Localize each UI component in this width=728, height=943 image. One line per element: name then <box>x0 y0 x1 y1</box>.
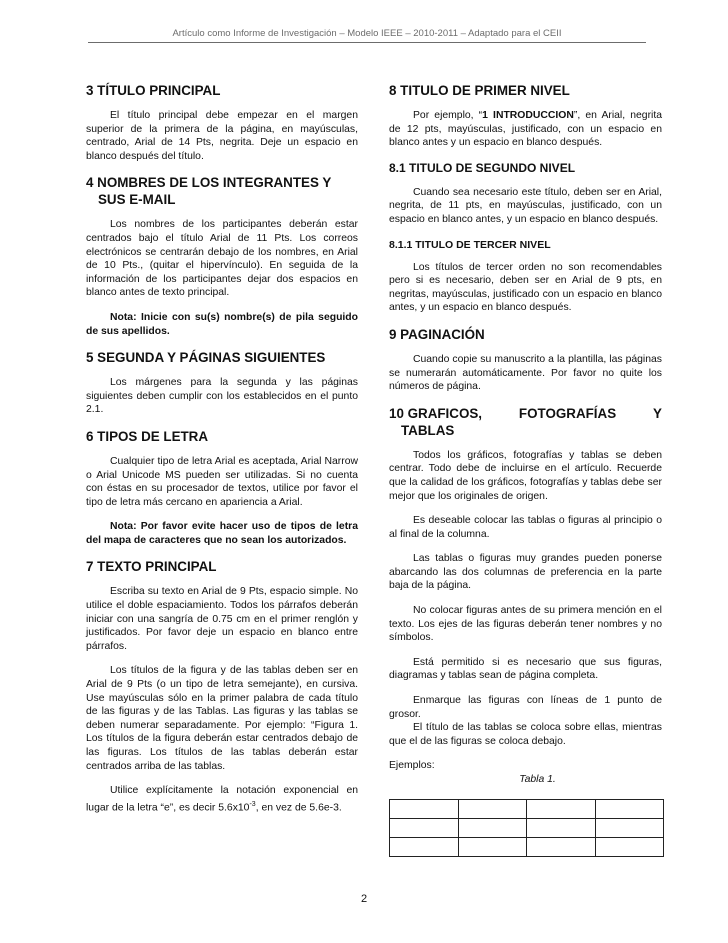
section-6-paragraph: Cualquier tipo de letra Arial es aceptada, Arial Narrow o Arial Unicode MS pueden ser utilizadas. Si no cuenta con éstas en su procesador de textos, utilice por favor el tipo de letra más cercano en apariencia a Arial. <box>86 455 358 508</box>
section-10-title-word-2: FOTOGRAFÍAS <box>518 405 617 421</box>
section-8-paragraph: Por ejemplo, “1 INTRODUCCION”, en Arial, negrita de 12 pts, mayúsculas, justificado, con un espacio en blanco antes y un espacio en blanco después. <box>389 110 663 149</box>
section-10-paragraph-1: Todos los gráficos, fotografías y tablas se deben centrar. Todo debe de incluirse en el artículo. Recuerde que la calidad de los gráficos, fotografías y tablas debe ser mejor que los originales de origen. <box>389 449 662 502</box>
section-9-title: 9 PAGINACIÓN <box>389 326 485 342</box>
section-10-paragraph-7: El título de las tablas se coloca sobre ellas, mientras que el de las figuras se coloca debajo. <box>389 722 662 747</box>
section-10-title-word-3: Y <box>653 405 662 421</box>
example-table <box>389 799 664 857</box>
section-7-paragraph-1: Escriba su texto en Arial de 9 Pts, espacio simple. No utilice el doble espaciamiento. Todos los párrafos deberán iniciar con una sangría de 0.75 cm en el primer renglón y justificados. Por favor deje un espacio en blanco entre párrafos. <box>86 586 358 652</box>
section-5-paragraph: Los márgenes para la segunda y las páginas siguientes deben cumplir con los establecidos en el punto 2.1. <box>86 377 358 416</box>
examples-label: Ejemplos: <box>389 760 435 772</box>
section-8-1-title: 8.1 TITULO DE SEGUNDO NIVEL <box>389 160 576 175</box>
section-10-paragraph-2: Es deseable colocar las tablas o figuras al principio o al final de la columna. <box>389 515 662 540</box>
section-4-note: Nota: Inicie con su(s) nombre(s) de pila seguido de sus apellidos. <box>86 311 358 337</box>
section-6-note: Nota: Por favor evite hacer uso de tipos de letra del mapa de caracteres que no sean los autorizados. <box>86 521 358 546</box>
section-9-paragraph: Cuando copie su manuscrito a la plantilla, las páginas se numerarán automáticamente. Por favor no quite los números de página. <box>389 353 662 393</box>
section-10-title-word-1: 10 GRAFICOS, <box>389 405 483 421</box>
section-7-paragraph-3: Utilice explícitamente la notación exponencial en lugar de la letra “e”, es decir $5.6x10^{-3}$, en vez de 5.6e-3. <box>86 785 358 814</box>
table-row <box>390 837 664 856</box>
section-5-title: 5 SEGUNDA Y PÁGINAS SIGUIENTES <box>86 350 326 366</box>
page-number: 2 <box>360 893 368 905</box>
table-row <box>390 818 664 837</box>
section-4-title: 4 NOMBRES DE LOS INTEGRANTES Y SUS E-MAIL <box>86 175 332 208</box>
left-column <box>86 82 358 826</box>
section-3-paragraph: El título principal debe empezar en el margen superior de la primera de la página, en mayúsculas, centrado, Arial de 14 Pts, negrita. Deje un espacio en blanco después del título. <box>86 110 358 162</box>
section-10-paragraph-3: Las tablas o figuras muy grandes pueden ponerse abarcando las dos columnas de preferencia en la parte baja de la página. <box>389 553 662 592</box>
section-6-title: 6 TIPOS DE LETRA <box>86 428 209 444</box>
section-8-title: 8 TITULO DE PRIMER NIVEL <box>389 83 570 98</box>
section-8-1-1-paragraph: Los títulos de tercer orden no son recomendables pero si es necesario, deben ser en Arial de 9 pts, en negritas, mayúsculas, justificado con un espacio en blanco antes, y un espacio en blanco después. <box>389 261 662 314</box>
section-7-title: 7 TEXTO PRINCIPAL <box>86 559 217 575</box>
table-caption: Tabla 1. <box>519 774 556 785</box>
section-3-title: 3 TÍTULO PRINCIPAL <box>86 83 221 98</box>
section-8-1-paragraph: Cuando sea necesario este título, deben ser en Arial, negrita, de 11 pts, en mayúsculas, justificado, con un espacio en blanco antes, y un espacio en blanco después. <box>389 186 662 225</box>
section-10-title-line-2: TABLAS <box>401 422 455 438</box>
section-10-title <box>389 405 662 439</box>
section-4-paragraph: Los nombres de los participantes deberán estar centrados bajo el título Arial de 11 Pts. Los correos electrónicos se centrarán debajo de los nombres, en Arial de 10 Pts., (quitar el hipervínculo). En seguida de la información de los participantes dejar dos espacios en blanco antes de texto principal. <box>86 219 358 299</box>
section-10-paragraph-4: No colocar figuras antes de su primera mención en el texto. Los ejes de las figuras deberán tener nombres y no símbolos. <box>389 605 662 644</box>
section-7-paragraph-2: Los títulos de la figura y de las tablas deben ser en Arial de 9 Pts (o un tipo de letra semejante), en cursiva. Use mayúsculas sólo en la primer palabra de cada título de las figuras y de las Tablas. Las figuras y las tablas se deben numerar separadamente. Por ejemplo: “Figura 1. Los títulos de la figura deberán estar centrados debajo de las figuras. Los títulos de las tablas deberán estar centrados arriba de las tablas. <box>86 665 358 772</box>
section-10-paragraph-6: Enmarque las figuras con líneas de 1 punto de grosor. <box>389 695 662 720</box>
section-8-1-1-title: 8.1.1 TITULO DE TERCER NIVEL <box>389 238 551 251</box>
running-header: Artículo como Informe de Investigación – Modelo IEEE – 2010-2011 – Adaptado para el CEII <box>88 28 646 43</box>
right-column <box>389 82 662 857</box>
table-row <box>390 799 664 818</box>
section-10-paragraph-5: Está permitido si es necesario que sus figuras, diagramas y tablas sean de página completa. <box>389 656 662 682</box>
